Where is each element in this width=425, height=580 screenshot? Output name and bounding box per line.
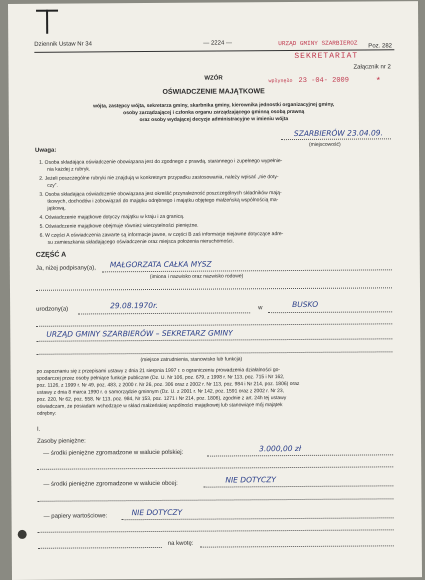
place-date-line: [281, 138, 391, 140]
binder-hole: [18, 530, 27, 539]
birth-place-line: [268, 311, 392, 313]
birth-place: BUSKO: [292, 299, 319, 310]
signatory-caption: (imiona i nazwisko oraz nazwisko rodowe): [149, 273, 244, 281]
note-line: 5. Oświadczenie majątkowe obejmuje również wierzytelności pieniężne.: [39, 222, 199, 230]
notes-heading: Uwaga:: [35, 147, 57, 154]
note-line: tkowych, dochodów i zobowiązań do majątku odrębnego i majątku objętego małżeńską wspólnością ma-: [47, 197, 279, 205]
blank-line: [37, 498, 393, 501]
attachment-label: Załącznik nr 2: [353, 64, 391, 71]
blank-line: [36, 287, 392, 290]
note-line: jątkową.: [47, 205, 66, 212]
cash-pln-line: [207, 454, 393, 456]
note-line: nia każdej z rubryk.: [47, 166, 91, 173]
form-wzor: WZÓR: [204, 75, 223, 82]
form-subtitle-1: wójta, zastępcy wójta, sekretarza gminy, skarbnika gminy, kierownika jednostki organizacyjnej gminy,: [93, 101, 335, 110]
legal-text-line: odrębny:: [36, 410, 57, 417]
legal-text-line: oświadczam, że posiadam wchodzące w skład małżeńskiej wspólności majątkowej lub stanowiące mój majątek: [36, 402, 283, 410]
blank-line: [36, 351, 392, 354]
place-date-value: SZARBIERÓW 23.04.09.: [293, 128, 383, 139]
stamp-mark: *: [375, 76, 381, 87]
born-label: urodzony(a): [36, 306, 69, 313]
employer-value: URZĄD GMINY SZARBIERÓW – SEKRETARZ GMINY: [46, 328, 233, 339]
handwritten-t-mark-stem: [46, 10, 48, 34]
note-line: 6. W części A oświadczenia zawarte są informacje jawne, w części B zaś informacje niejawne dotyczące adre-: [39, 231, 284, 239]
cash-pln-value: 3.000,00 zł: [259, 443, 302, 454]
stamp-received-label: wpłynęło: [268, 78, 293, 85]
securities-value: NIE DOTYCZY: [131, 507, 183, 518]
signatory-name: MAŁGORZATA CAŁKA MYSZ: [109, 259, 212, 270]
blank-line: [36, 323, 392, 326]
blank-line: [37, 466, 393, 469]
birth-date-line: [78, 312, 250, 314]
amount-leading-line: [38, 547, 162, 549]
form-title: OŚWIADCZENIE MAJĄTKOWE: [162, 88, 265, 96]
blank-line: [38, 529, 394, 532]
signatory-line: [102, 269, 392, 272]
signatory-label: Ja, niżej podpisany(a),: [35, 265, 96, 272]
cash-heading: Zasoby pieniężne:: [37, 438, 86, 445]
note-line: 4. Oświadczenie majątkowe dotyczy majątku w kraju i za granicą.: [39, 213, 185, 221]
office-stamp-line1: URZĄD GMINY SZARBIEROZ: [278, 39, 358, 48]
born-in-label: w: [258, 305, 263, 312]
position-number: Poz. 282: [368, 43, 393, 50]
note-line: 2. Jeżeli poszczególne rubryki nie znajdują w konkretnym przypadku zastosowania, należy wpisać „nie doty-: [39, 174, 279, 182]
legal-text-line: poz. 1126, z 1999 r. Nr 49, poz. 483, z 2000 r. Nr 26, poz. 306 oraz z 2002 r. Nr 113, poz. 984 i Nr 214, poz. 1806) oraz: [36, 380, 300, 389]
securities-label: — papiery wartościowe:: [43, 513, 108, 520]
note-line: 1. Osoba składająca oświadczenie obowiązana jest do zgodnego z prawdą, starannego i zupełnego wypełnie-: [39, 158, 283, 166]
legal-text-line: ustawy z dnia 8 marca 1990 r. o samorządzie gminnym (Dz. U. z 2001 r. Nr 142, poz. 1591 oraz z 2002 r. Nr 23,: [36, 388, 285, 396]
legal-text-line: spodarczej przez osoby pełniące funkcje publiczne (Dz. U. Nr 106, poz. 679, z 1998 r. Nr 113, poz. 715 i Nr 162,: [36, 374, 285, 382]
legal-text-line: poz. 220, Nr 62, poz. 558, Nr 113, poz. 984, Nr 153, poz. 1271 i Nr 214, poz. 1806), zgodnie z art. 24h tej ustawy: [36, 395, 287, 403]
place-date-caption: (miejscowość): [308, 141, 341, 148]
cash-pln-label: — środki pieniężne zgromadzone w walucie polskiej:: [43, 449, 184, 457]
amount-label: na kwotę:: [167, 540, 194, 547]
birth-date: 29.08.1970r.: [110, 300, 158, 311]
note-line: czy”.: [47, 182, 58, 189]
note-line: 3. Osoba składająca oświadczenie obowiązana jest określić przynależność poszczególnych składników mają-: [39, 190, 282, 198]
form-subtitle-3: oraz osoby wydającej decyzje administracyjne w imieniu wójta: [139, 116, 289, 124]
securities-line: [122, 517, 394, 520]
cash-foreign-value: NIE DOTYCZY: [225, 475, 276, 485]
form-subtitle-2: osoby zarządzającej i członka organu zarządzającego gminną osobą prawną: [123, 108, 305, 117]
section-roman-numeral: I.: [36, 426, 41, 433]
legal-text-line: po zapoznaniu się z przepisami ustawy z dnia 21 sierpnia 1997 r. o ograniczeniu prowadzenia działalności go-: [36, 367, 281, 375]
cash-foreign-label: — środki pieniężne zgromadzone w walucie obcej:: [43, 480, 178, 488]
journal-name: Dziennik Ustaw Nr 34: [34, 41, 92, 48]
office-stamp-line2: SEKRETARIAT: [294, 51, 359, 62]
note-line: su zamieszkania składającego oświadczenie oraz miejsca położenia nieruchomości.: [47, 238, 234, 246]
employer-line: [36, 338, 392, 341]
part-a-heading: CZĘŚĆ A: [35, 251, 67, 259]
cash-foreign-line: [203, 485, 393, 487]
document-page: [8, 1, 422, 580]
amount-line: [200, 545, 394, 547]
employer-caption: (miejsce zatrudnienia, stanowisko lub funkcja): [140, 356, 243, 364]
stamp-date: 23 -04- 2009: [298, 76, 349, 85]
page-number: — 2224 —: [203, 40, 232, 47]
